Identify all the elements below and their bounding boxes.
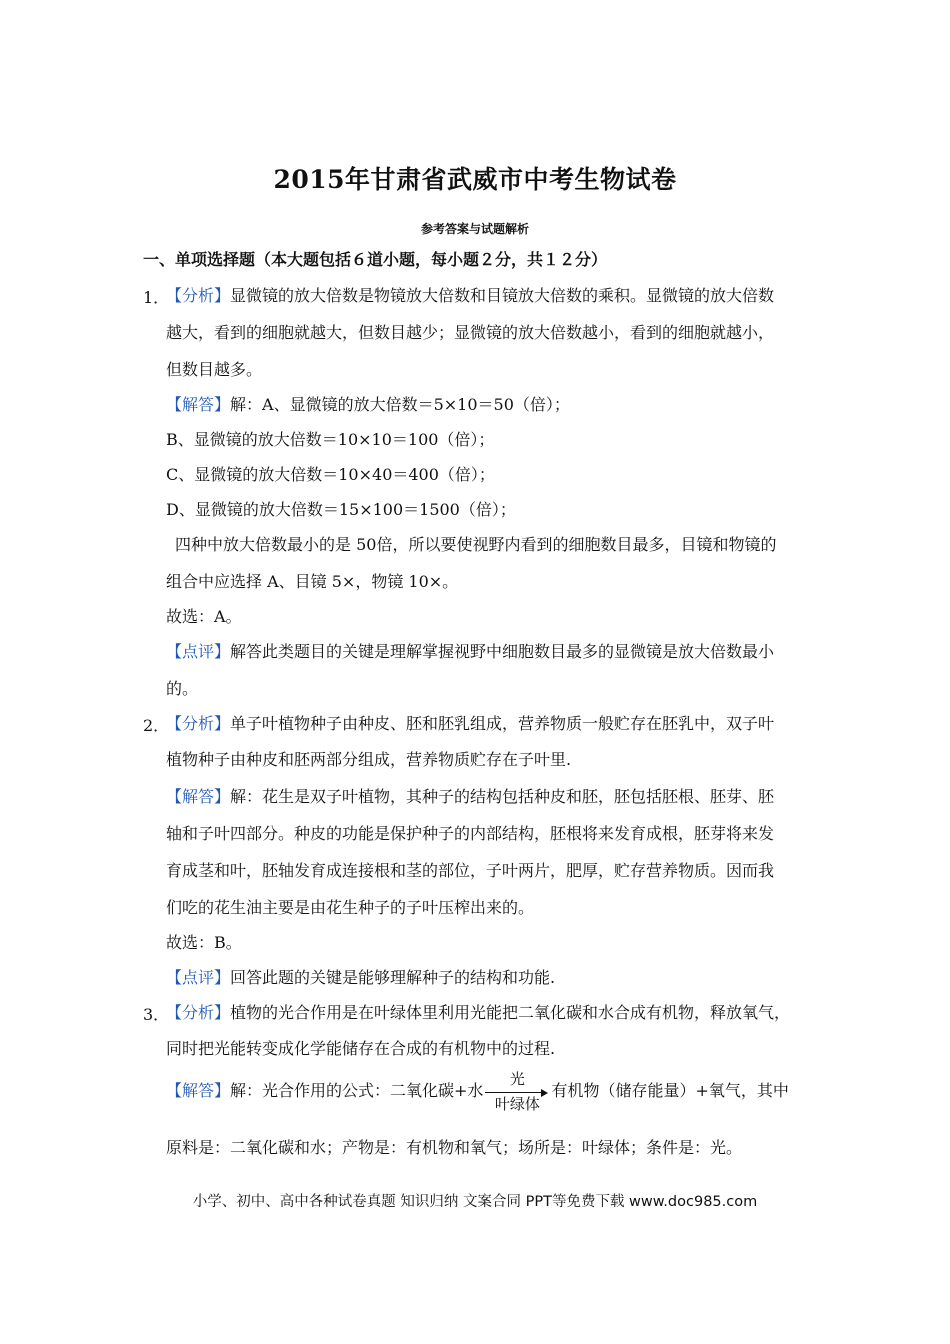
- section-heading: 一、单项选择题（本大题包括６道小题，每小题２分，共１２分）: [143, 250, 608, 269]
- q1-analysis-line3: 但数目越多。: [166, 360, 263, 379]
- q3-answer-suffix: 有机物（储存能量）+氧气，其中: [551, 1081, 789, 1100]
- comment-tag: 【点评】: [166, 968, 231, 987]
- q1-answer-line6: 组合中应选择 A、目镜 5×，物镜 10×。: [166, 572, 459, 591]
- q3-answer-prefix: 解：光合作用的公式：二氧化碳+水: [230, 1081, 484, 1100]
- q2-comment-line1: 回答此题的关键是能够理解种子的结构和功能.: [230, 968, 556, 987]
- q2-answer-line4: 们吃的花生油主要是由花生种子的子叶压榨出来的。: [166, 898, 535, 917]
- q3-analysis-line1: 植物的光合作用是在叶绿体里利用光能把二氧化碳和水合成有机物，释放氧气，: [230, 1003, 791, 1022]
- q3-answer-line2: 原料是：二氧化碳和水；产物是：有机物和氧气；场所是：叶绿体；条件是：光。: [166, 1138, 743, 1157]
- analysis-tag: 【分析】: [166, 714, 231, 733]
- q1-answer-line1: 解：A、显微镜的放大倍数＝5×10＝50（倍）；: [230, 395, 570, 414]
- q2-answer-line1: 解：花生是双子叶植物，其种子的结构包括种皮和胚，胚包括胚根、胚芽、胚: [230, 787, 775, 806]
- q2-choice: 故选：B。: [166, 933, 242, 952]
- question-number-2: 2．: [143, 716, 170, 735]
- q1-answer-line2: B、显微镜的放大倍数＝10×10＝100（倍）；: [166, 430, 495, 449]
- comment-tag: 【点评】: [166, 642, 231, 661]
- q2-answer-line3: 育成茎和叶，胚轴发育成连接根和茎的部位，子叶两片，肥厚，贮存营养物质。因而我: [166, 861, 775, 880]
- q1-comment-line2: 的。: [166, 679, 199, 698]
- q2-answer-line2: 轴和子叶四部分。种皮的功能是保护种子的内部结构，胚根将来发育成根，胚芽将来发: [166, 824, 775, 843]
- page-subtitle: 参考答案与试题解析: [420, 222, 529, 236]
- page-title: 2015年甘肃省武威市中考生物试卷: [273, 165, 677, 194]
- q2-analysis: [166, 713, 774, 735]
- reaction-arrow: [485, 1069, 549, 1113]
- q1-answer-line5: 四种中放大倍数最小的是 50倍，所以要使视野内看到的细胞数目最多，目镜和物镜的: [175, 535, 777, 554]
- question-number-3: 3．: [143, 1005, 170, 1024]
- q1-answer: [166, 394, 570, 416]
- q1-choice: 故选：A。: [166, 607, 242, 626]
- q1-answer-line3: C、显微镜的放大倍数＝10×40＝400（倍）；: [166, 465, 495, 484]
- answer-tag: 【解答】: [166, 395, 231, 414]
- q1-comment-line1: 解答此类题目的关键是理解掌握视野中细胞数目最多的显微镜是放大倍数最小: [230, 642, 775, 661]
- q3-answer: [166, 1069, 789, 1113]
- q1-analysis-line1: 显微镜的放大倍数是物镜放大倍数和目镜放大倍数的乘积。显微镜的放大倍数: [230, 286, 775, 305]
- q2-analysis-line1: 单子叶植物种子由种皮、胚和胚乳组成，营养物质一般贮存在胚乳中，双子叶: [230, 714, 775, 733]
- answer-tag: 【解答】: [166, 1081, 231, 1100]
- question-number-1: 1．: [143, 288, 170, 307]
- answer-tag: 【解答】: [166, 787, 231, 806]
- q1-analysis-line2: 越大，看到的细胞就越大，但数目越少；显微镜的放大倍数越小，看到的细胞就越小，: [166, 323, 775, 342]
- formula-condition: 光: [509, 1069, 525, 1088]
- analysis-tag: 【分析】: [166, 286, 231, 305]
- q3-analysis: [166, 1002, 790, 1024]
- page-footer: 小学、初中、高中各种试卷真题 知识归纳 文案合同 PPT等免费下载 www.doc985.com: [192, 1194, 758, 1210]
- analysis-tag: 【分析】: [166, 1003, 231, 1022]
- q3-analysis-line2: 同时把光能转变成化学能储存在合成的有机物中的过程.: [166, 1039, 556, 1058]
- q2-analysis-line2: 植物种子由种皮和胚两部分组成，营养物质贮存在子叶里.: [166, 750, 572, 769]
- formula-site: 叶绿体: [494, 1094, 540, 1113]
- q1-comment: [166, 641, 774, 663]
- q1-answer-line4: D、显微镜的放大倍数＝15×100＝1500（倍）；: [166, 500, 516, 519]
- q2-answer: [166, 786, 774, 808]
- q2-comment: [166, 967, 555, 989]
- q1-analysis: [166, 285, 774, 307]
